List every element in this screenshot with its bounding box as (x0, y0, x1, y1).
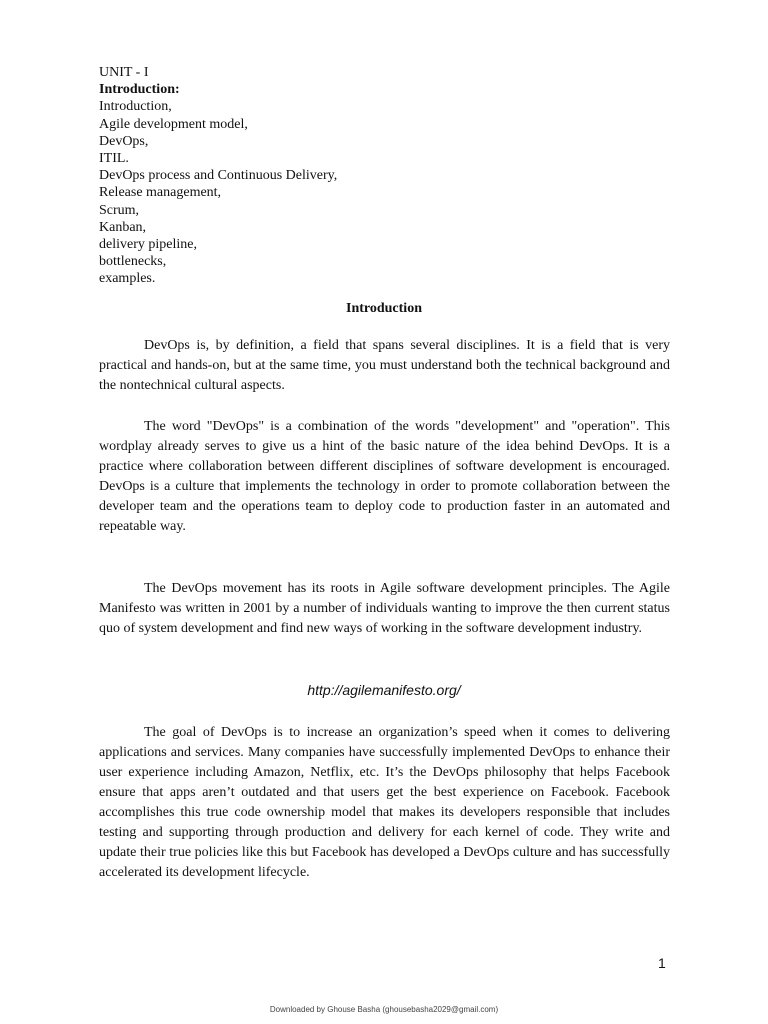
paragraph-word-devops: The word "DevOps" is a combination of the words "development" and "operation". This wordplay already serves to give us a hint of the basic nature of the idea behind DevOps. It is a practice where collaboration between different disciplines of software development is encouraged. DevOps is a culture that implements the technology in order to promote collaboration between the developer team and the operations team to deploy code to production faster in an automated and repeatable way. (99, 419, 670, 534)
contents-item: delivery pipeline, (99, 237, 197, 253)
unit-label: UNIT - I (99, 65, 149, 80)
contents-item: examples. (99, 271, 156, 287)
contents-heading: Introduction: (99, 82, 180, 98)
section-heading: Introduction (346, 301, 422, 316)
contents-item: ITIL. (99, 151, 129, 167)
contents-item: Agile development model, (99, 116, 248, 132)
contents-item: DevOps process and Continuous Delivery, (99, 168, 338, 184)
download-footer: Downloaded by Ghouse Basha (ghousebasha2029@gmail.com) (269, 1005, 499, 1014)
paragraph-definition: DevOps is, by definition, a field that spans several disciplines. It is a field that is very practical and hands-on, but at the same time, you must understand both the technical background and the nontechnical cultural aspects. (99, 338, 670, 393)
contents-item: Scrum, (99, 202, 140, 218)
unit-contents (99, 64, 337, 288)
contents-item: DevOps, (99, 133, 149, 149)
paragraph-goal: The goal of DevOps is to increase an organization’s speed when it comes to delivering applications and services. Many companies have successfully implemented DevOps to enhance their user experience including Amazon, Netflix, etc. It’s the DevOps philosophy that helps Facebook ensure that apps aren’t outdated and that users get the best experience on Facebook. Facebook accomplishes this true code ownership model that makes its developers responsible that includes testing and supporting through production and delivery for each kernel of code. They write and update their true policies like this but Facebook has developed a DevOps culture and has successfully accelerated its development lifecycle. (99, 725, 670, 880)
paragraph-agile-roots: The DevOps movement has its roots in Agile software development principles. The Agile Manifesto was written in 2001 by a number of individuals wanting to improve the then current status quo of system development and find new ways of working in the software development industry. (99, 581, 670, 636)
contents-item: Release management, (99, 185, 222, 201)
agile-manifesto-link[interactable]: http://agilemanifesto.org/ (307, 682, 461, 698)
page-number: 1 (658, 955, 666, 971)
contents-item: Kanban, (99, 219, 147, 235)
contents-item: bottlenecks, (99, 254, 167, 270)
contents-item: Introduction, (99, 99, 172, 115)
